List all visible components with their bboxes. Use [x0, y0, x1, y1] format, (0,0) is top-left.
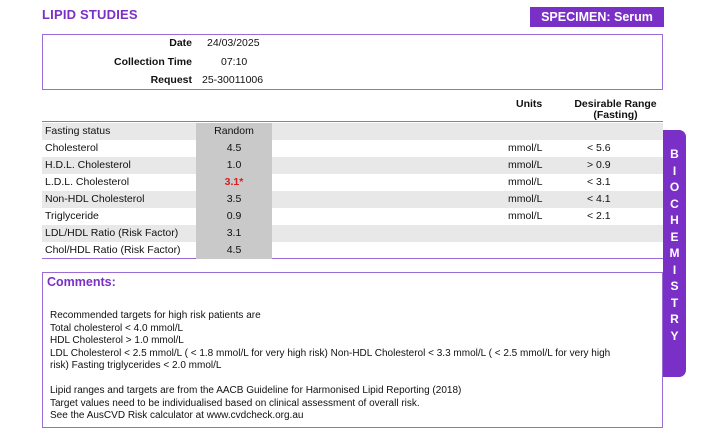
test-name: H.D.L. Cholesterol [45, 159, 131, 171]
test-unit: mmol/L [508, 176, 543, 188]
test-value: 1.0 [196, 157, 272, 174]
test-range: > 0.9 [587, 159, 611, 171]
test-unit: mmol/L [508, 142, 543, 154]
date-label: Date [169, 37, 192, 49]
request-row [43, 74, 662, 90]
report-title: LIPID STUDIES [42, 7, 138, 22]
biochemistry-side-tab [663, 130, 686, 377]
test-name: Triglyceride [45, 210, 99, 222]
test-range: < 4.1 [587, 193, 611, 205]
results-table [42, 121, 663, 259]
collection-time-label: Collection Time [114, 56, 192, 68]
test-range: < 5.6 [587, 142, 611, 154]
test-value: 3.1 [196, 225, 272, 242]
comments-box [42, 272, 663, 428]
test-value: 4.5 [196, 140, 272, 157]
side-tab-letter: B [670, 147, 679, 161]
table-row [42, 242, 663, 259]
table-row [42, 157, 663, 174]
test-name: Chol/HDL Ratio (Risk Factor) [45, 244, 181, 256]
date-row [43, 37, 662, 53]
comment-line: Target values need to be individualised based on clinical assessment of overall risk. [50, 397, 420, 409]
test-value: Random [196, 123, 272, 140]
side-tab-letter: Y [670, 328, 679, 343]
comment-line: See the AusCVD Risk calculator at www.cvdcheck.org.au [50, 410, 304, 421]
units-header: Units [516, 98, 543, 110]
comments-title: Comments: [47, 275, 116, 289]
comment-line: HDL Cholesterol > 1.0 mmol/L [50, 335, 184, 346]
request-label: Request [150, 74, 192, 86]
test-name: LDL/HDL Ratio (Risk Factor) [45, 227, 179, 239]
side-tab-letter: C [670, 196, 679, 211]
table-row [42, 174, 663, 191]
side-tab-letter: I [672, 163, 677, 178]
range-header-line2: (Fasting) [593, 109, 638, 121]
table-row [42, 208, 663, 225]
range-header-line1: Desirable Range [574, 98, 657, 110]
side-tab-letter: I [672, 262, 677, 277]
side-tab-letter: O [669, 180, 680, 194]
specimen-badge: SPECIMEN: Serum [530, 7, 664, 27]
test-name: L.D.L. Cholesterol [45, 176, 130, 188]
test-range: < 3.1 [587, 176, 611, 188]
side-tab-letter: H [670, 213, 679, 227]
comment-line: Recommended targets for high risk patients are [50, 310, 261, 321]
side-tab-letter: S [670, 279, 679, 293]
comment-line: risk) Fasting triglycerides < 2.0 mmol/L [50, 360, 222, 371]
date-value: 24/03/2025 [207, 37, 260, 49]
request-details [42, 34, 663, 90]
test-unit: mmol/L [508, 193, 543, 205]
comment-line: Lipid ranges and targets are from the AACB Guideline for Harmonised Lipid Reporting (2018) [50, 385, 462, 396]
test-unit: mmol/L [508, 210, 543, 222]
side-tab-letter: E [670, 229, 679, 244]
collection-time-row [43, 56, 662, 72]
table-row [42, 140, 663, 157]
comment-line: LDL Cholesterol < 2.5 mmol/L ( < 1.8 mmol/L for very high risk) Non-HDL Cholesterol < 3.3 mmol/L ( < 2.5 mmol/L for very high [50, 347, 611, 359]
test-value: 0.9 [196, 208, 272, 225]
table-row [42, 123, 663, 140]
request-value: 25-30011006 [202, 74, 264, 86]
test-unit: mmol/L [508, 159, 543, 171]
table-row [42, 225, 663, 242]
test-value: 3.5 [196, 191, 272, 208]
test-range: < 2.1 [587, 210, 611, 222]
collection-time-value: 07:10 [221, 56, 248, 68]
side-tab-letter: R [670, 312, 679, 326]
test-name: Fasting status [45, 125, 111, 137]
test-name: Non-HDL Cholesterol [45, 193, 145, 205]
test-name: Cholesterol [45, 142, 99, 154]
test-value-flagged: 3.1* [196, 174, 272, 191]
side-tab-letter: M [669, 246, 680, 260]
range-header [568, 99, 663, 121]
side-tab-letter: T [670, 295, 679, 310]
test-value: 4.5 [196, 242, 272, 259]
comment-line: Total cholesterol < 4.0 mmol/L [50, 322, 184, 334]
table-row [42, 191, 663, 208]
